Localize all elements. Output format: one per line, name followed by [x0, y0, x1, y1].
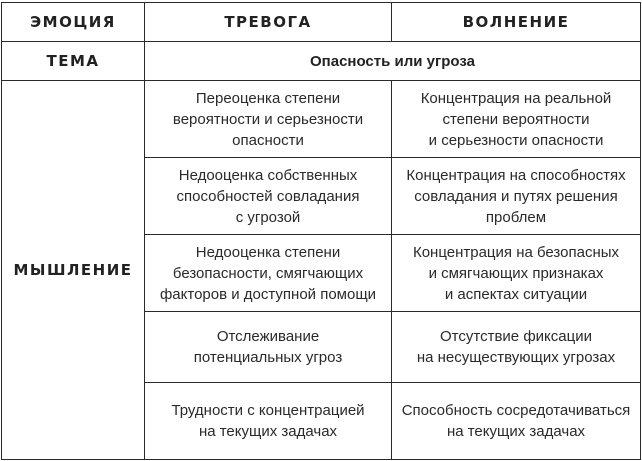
header-emotion: ЭМОЦИЯ	[2, 3, 145, 42]
header-anxiety: ТРЕВОГА	[145, 3, 392, 42]
anxiety-cell: Недооценка собственных способностей совладания с угрозой	[145, 158, 392, 235]
worry-cell: Способность сосредотачиваться на текущих задачах	[392, 383, 641, 460]
worry-cell: Отсутствие фиксации на несуществующих угрозах	[392, 312, 641, 383]
worry-cell: Концентрация на безопасных и смягчающих признаках и аспектах ситуации	[392, 235, 641, 312]
header-worry: ВОЛНЕНИЕ	[392, 3, 641, 42]
emotion-comparison-table	[1, 2, 641, 460]
table-row	[2, 81, 641, 158]
worry-cell: Концентрация на реальной степени вероятности и серьезности опасности	[392, 81, 641, 158]
worry-cell: Концентрация на способностях совладания и путях решения проблем	[392, 158, 641, 235]
anxiety-cell: Отслеживание потенциальных угроз	[145, 312, 392, 383]
theme-value: Опасность или угроза	[145, 42, 641, 81]
theme-row	[2, 42, 641, 81]
anxiety-cell: Переоценка степени вероятности и серьезности опасности	[145, 81, 392, 158]
theme-label: ТЕМА	[2, 42, 145, 81]
anxiety-cell: Трудности с концентрацией на текущих задачах	[145, 383, 392, 460]
anxiety-cell: Недооценка степени безопасности, смягчающих факторов и доступной помощи	[145, 235, 392, 312]
thinking-label: МЫШЛЕНИЕ	[2, 81, 145, 460]
header-row	[2, 3, 641, 42]
